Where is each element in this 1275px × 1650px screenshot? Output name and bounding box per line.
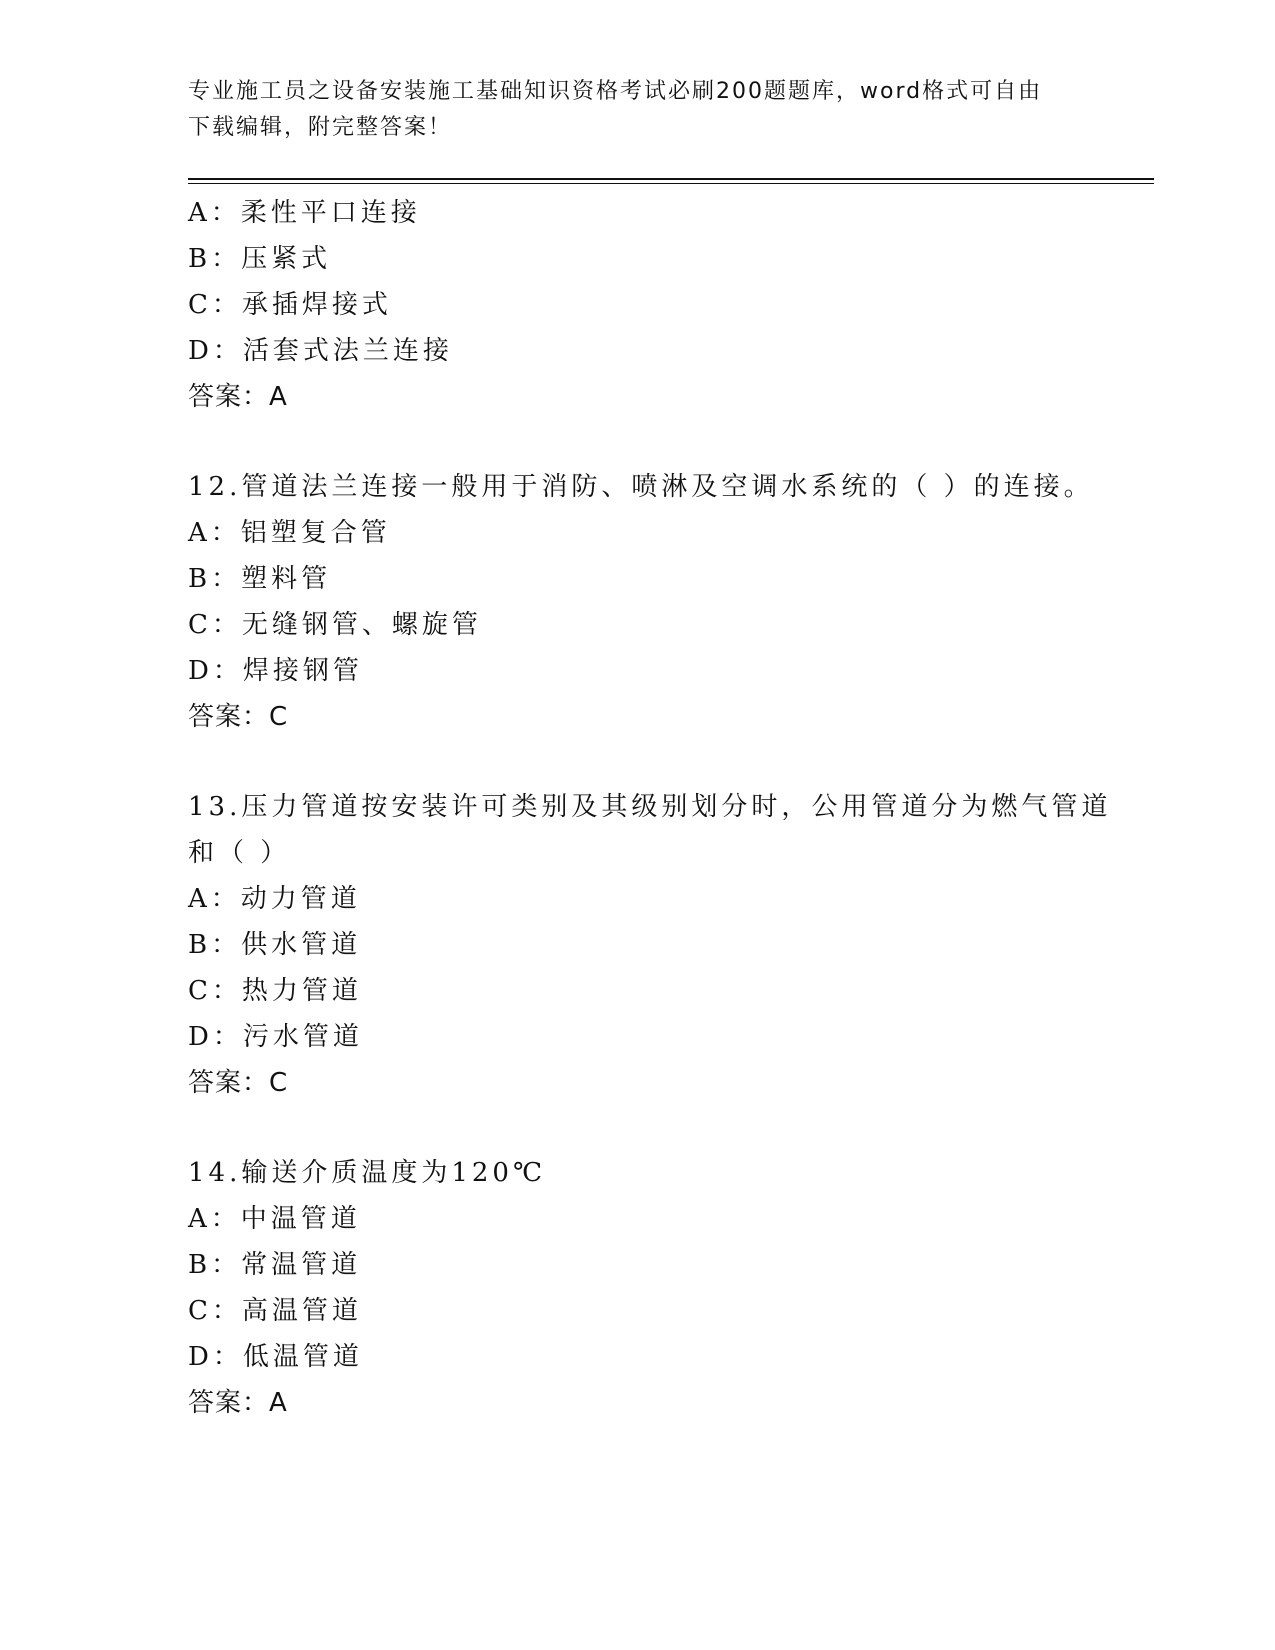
option-d: D：污水管道 bbox=[188, 1022, 363, 1052]
option-b: B：压紧式 bbox=[188, 244, 332, 274]
option-c: C：高温管道 bbox=[188, 1296, 362, 1326]
question-block-13 bbox=[188, 784, 1138, 1106]
header-divider-thin bbox=[188, 183, 1154, 184]
question-block-12 bbox=[188, 464, 1138, 740]
option-a: A：中温管道 bbox=[188, 1204, 361, 1234]
answer-line: 答案：C bbox=[188, 1068, 289, 1098]
option-b: B：塑料管 bbox=[188, 564, 332, 594]
document-header bbox=[188, 74, 1088, 146]
option-c: C：承插焊接式 bbox=[188, 290, 392, 320]
option-c: C：无缝钢管、螺旋管 bbox=[188, 610, 482, 640]
answer-line: 答案：A bbox=[188, 382, 288, 412]
header-line-2: 下载编辑，附完整答案！ bbox=[188, 115, 453, 140]
question-text: 13.压力管道按安装许可类别及其级别划分时，公用管道分为燃气管道 bbox=[188, 792, 1112, 822]
option-d: D：低温管道 bbox=[188, 1342, 363, 1372]
option-c: C：热力管道 bbox=[188, 976, 362, 1006]
header-divider bbox=[188, 178, 1154, 180]
question-block-14 bbox=[188, 1150, 1138, 1426]
option-b: B：常温管道 bbox=[188, 1250, 362, 1280]
answer-line: 答案：A bbox=[188, 1388, 288, 1418]
question-text: 12.管道法兰连接一般用于消防、喷淋及空调水系统的（ ）的连接。 bbox=[188, 472, 1094, 502]
header-line-1: 专业施工员之设备安装施工基础知识资格考试必刷200题题库，word格式可自由 bbox=[188, 79, 1043, 104]
option-d: D：焊接钢管 bbox=[188, 656, 363, 686]
question-text-continued: 和（ ） bbox=[188, 838, 291, 868]
option-a: A：柔性平口连接 bbox=[188, 198, 421, 228]
option-d: D：活套式法兰连接 bbox=[188, 336, 453, 366]
question-list bbox=[188, 190, 1138, 1426]
option-b: B：供水管道 bbox=[188, 930, 362, 960]
question-text: 14.输送介质温度为120℃ bbox=[188, 1158, 547, 1188]
option-a: A：动力管道 bbox=[188, 884, 361, 914]
answer-line: 答案：C bbox=[188, 702, 289, 732]
question-block-11 bbox=[188, 190, 1138, 420]
option-a: A：铝塑复合管 bbox=[188, 518, 391, 548]
